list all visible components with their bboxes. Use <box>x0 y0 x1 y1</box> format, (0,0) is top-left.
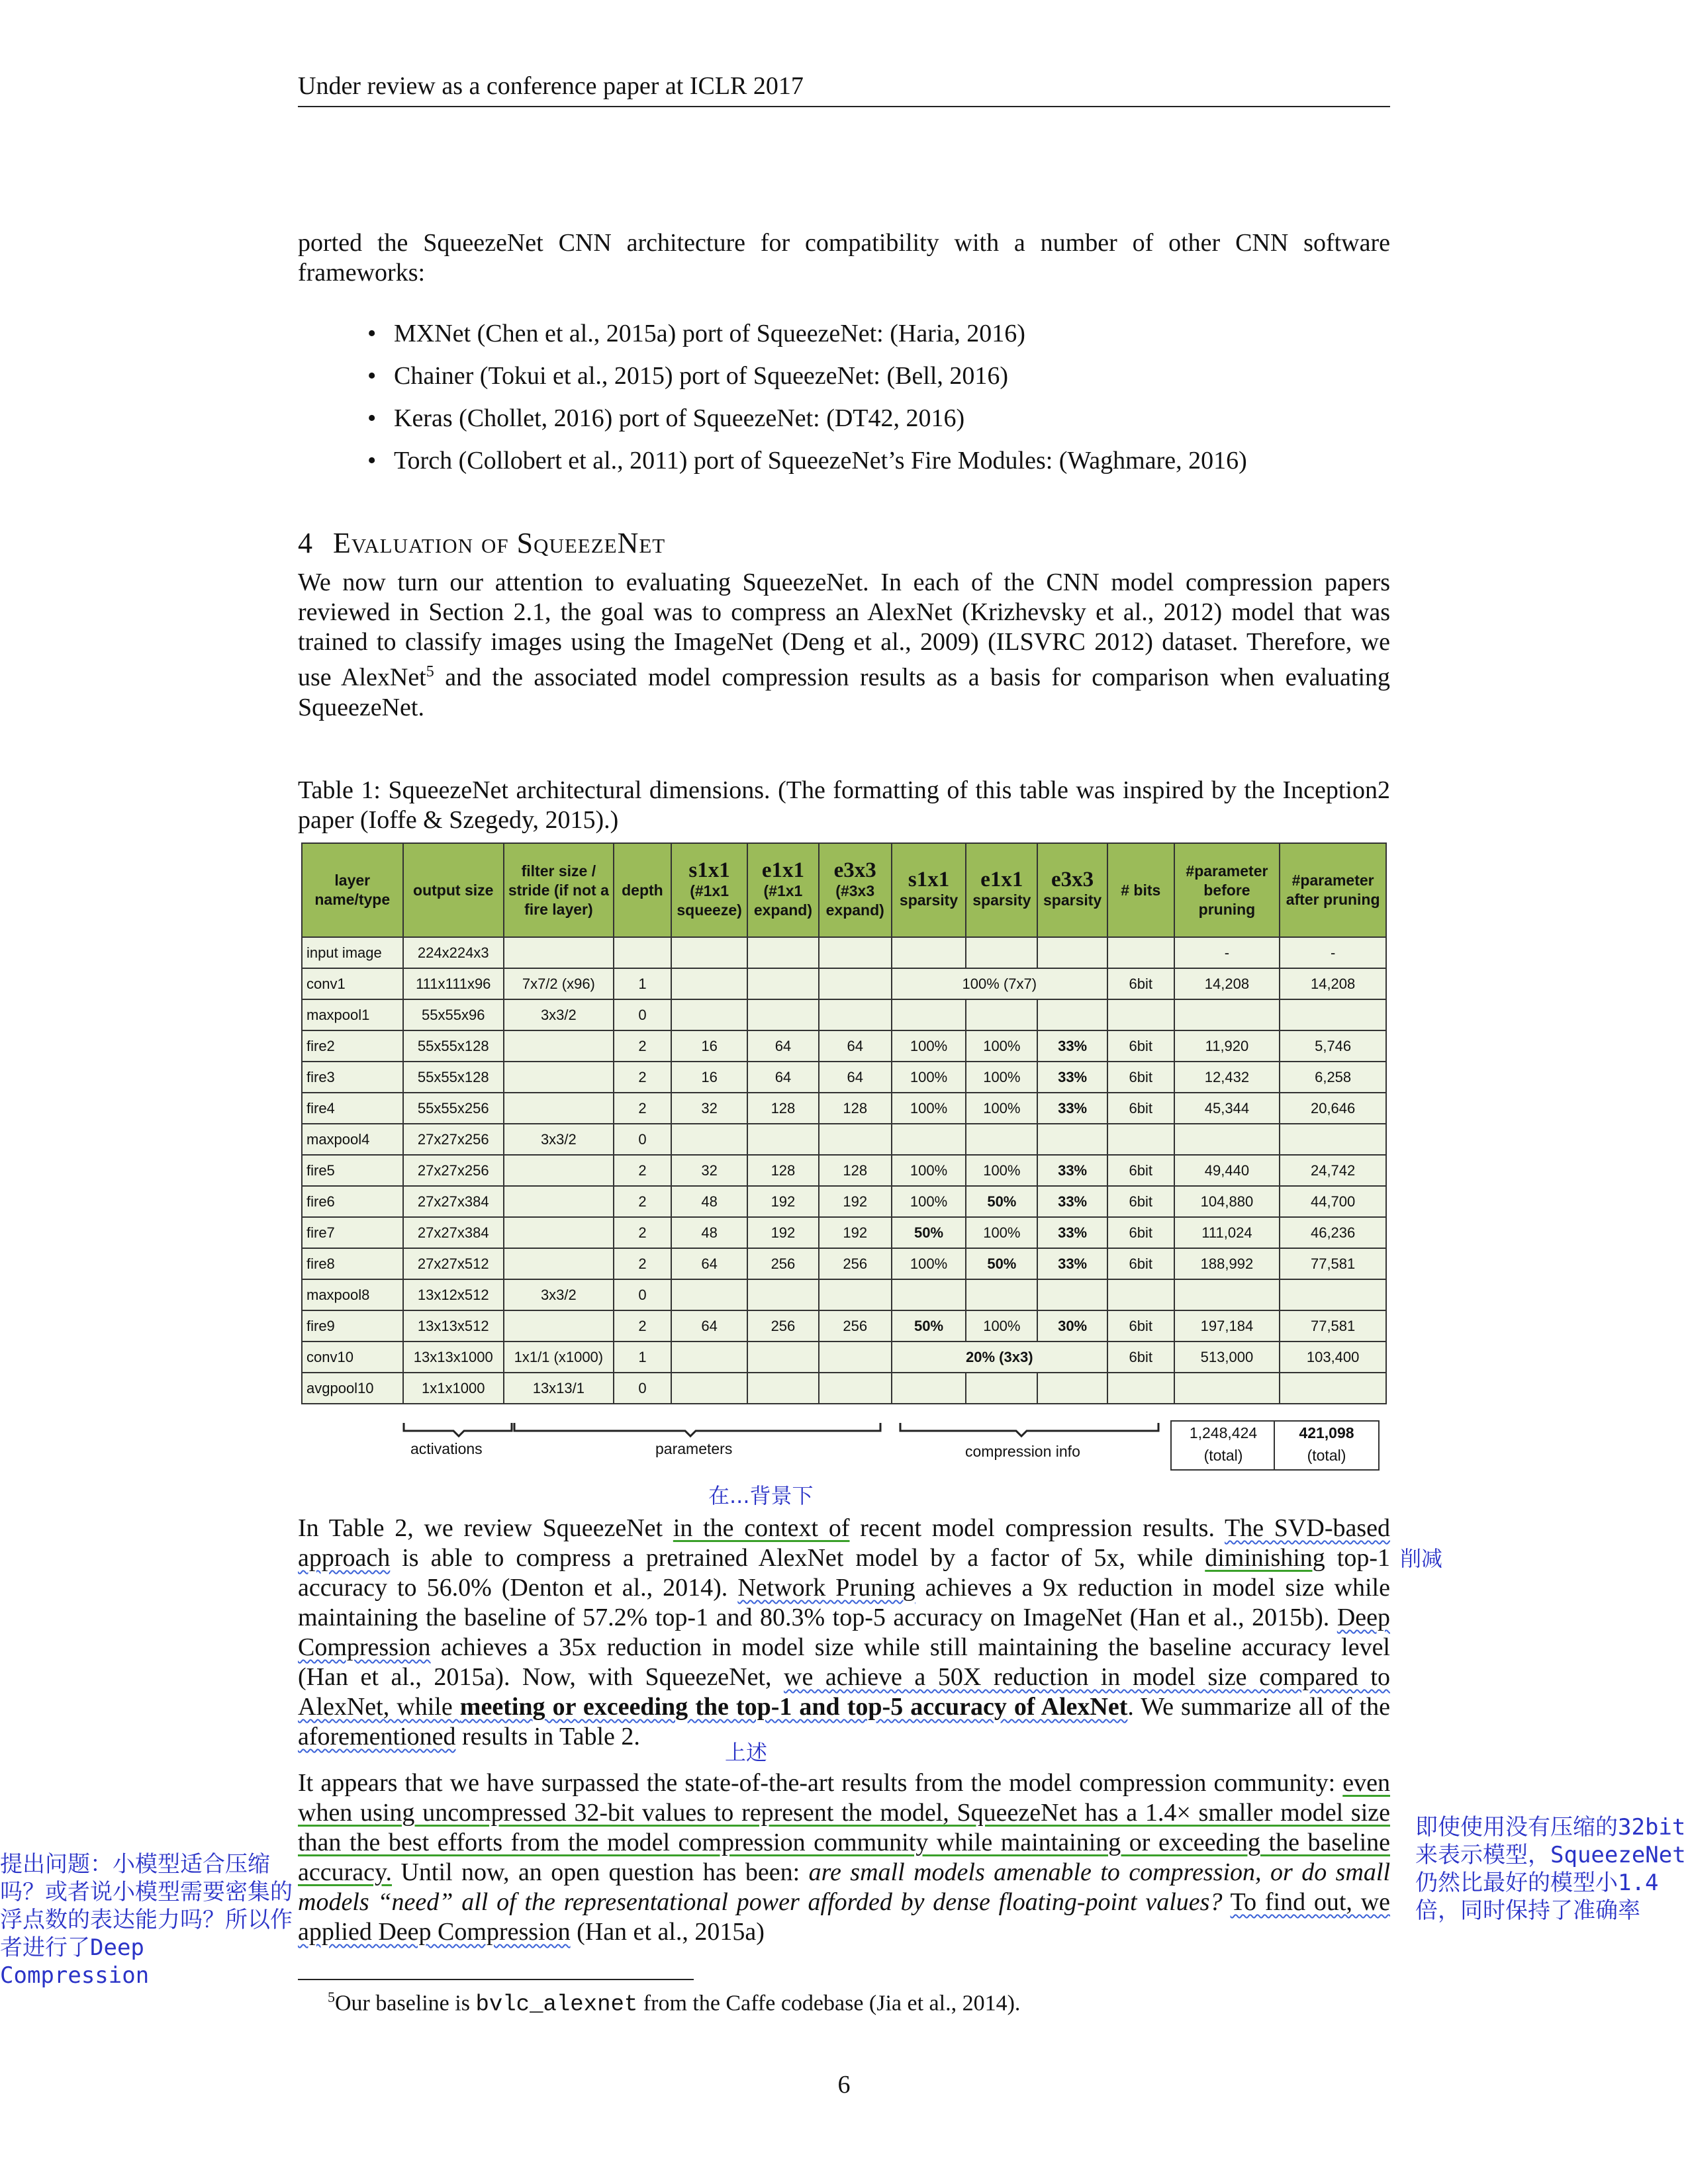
highlight-svd: The SVD-based approach <box>298 1514 1390 1572</box>
list-item: • Chainer (Tokui et al., 2015) port of SqueezeNet: (Bell, 2016) <box>367 355 1390 397</box>
table-cell: 33% <box>1037 1155 1107 1186</box>
table-cell: 55x55x128 <box>403 1030 504 1062</box>
col-s1x1: s1x1 (#1x1 squeeze) <box>671 843 747 937</box>
table-cell <box>747 1279 819 1310</box>
table-row <box>302 1342 1386 1373</box>
table-cell <box>819 968 892 999</box>
col-e3x3-sparsity: e3x3 sparsity <box>1037 843 1107 937</box>
table-cell <box>1280 1124 1386 1155</box>
annotation-reduce: 削减 <box>1400 1546 1443 1571</box>
table-cell: conv10 <box>302 1342 403 1373</box>
table-cell: 2 <box>614 1155 671 1186</box>
table-cell <box>819 937 892 968</box>
table-cell <box>1174 999 1280 1030</box>
table-cell: 55x55x96 <box>403 999 504 1030</box>
table-cell: 2 <box>614 1186 671 1217</box>
table-cell: 6bit <box>1107 1093 1174 1124</box>
col-e1x1-sparsity: e1x1 sparsity <box>966 843 1037 937</box>
compression-info-label: compression info <box>965 1443 1080 1460</box>
table-cell: 197,184 <box>1174 1310 1280 1342</box>
table-cell: 104,880 <box>1174 1186 1280 1217</box>
col-output: output size <box>403 843 504 937</box>
table-cell <box>966 999 1037 1030</box>
activations-label: activations <box>410 1440 483 1457</box>
table-cell: 16 <box>671 1062 747 1093</box>
table-cell: 100% <box>892 1062 966 1093</box>
table-cell <box>1174 1124 1280 1155</box>
table-cell: 12,432 <box>1174 1062 1280 1093</box>
col-e3x3: e3x3 (#3x3 expand) <box>819 843 892 937</box>
table-cell <box>671 1373 747 1404</box>
table-cell <box>819 999 892 1030</box>
annotation-right-note: 即使使用没有压缩的32bit来表示模型，SqueezeNet仍然比最好的模型小1.4倍，同时保持了准确率 <box>1415 1814 1686 1924</box>
table-cell <box>892 937 966 968</box>
highlight-find-out: To find out, we applied Deep Compression <box>298 1888 1390 1946</box>
table-cell: avgpool10 <box>302 1373 403 1404</box>
col-s1x1-sparsity: s1x1 sparsity <box>892 843 966 937</box>
table-row <box>302 1155 1386 1186</box>
table-cell <box>892 1373 966 1404</box>
list-item: • Keras (Chollet, 2016) port of SqueezeNet: (DT42, 2016) <box>367 397 1390 439</box>
table-cell: 224x224x3 <box>403 937 504 968</box>
list-item: • Torch (Collobert et al., 2011) port of SqueezeNet’s Fire Modules: (Waghmare, 2016) <box>367 439 1390 482</box>
table-cell: 6bit <box>1107 1186 1174 1217</box>
paragraph-text: and the associated model compression results as a basis for comparison when evaluating SqueezeNet. <box>298 663 1390 721</box>
annotation-left-note: 提出问题：小模型适合压缩吗？或者说小模型需要密集的浮点数的表达能力吗？所以作者进行了Deep Compression <box>0 1851 293 1989</box>
table-cell: 13x13/1 <box>504 1373 614 1404</box>
highlight-context: in the context of <box>673 1514 850 1542</box>
table-cell <box>892 1124 966 1155</box>
table-cell: 33% <box>1037 1030 1107 1062</box>
table-cell <box>1037 1373 1107 1404</box>
table-cell: 100% <box>966 1030 1037 1062</box>
table-cell <box>671 999 747 1030</box>
highlight-network-pruning: Network Pruning <box>737 1574 915 1602</box>
col-filter: filter size / stride (if not a fire layer) <box>504 843 614 937</box>
table-cell: 44,700 <box>1280 1186 1386 1217</box>
table-cell <box>1037 937 1107 968</box>
section-heading <box>298 526 665 560</box>
highlight-deep-compression: Deep Compression <box>298 1604 1390 1661</box>
table-cell: 3x3/2 <box>504 1124 614 1155</box>
highlight-1-4x: even when using uncompressed 32-bit values to represent the model, SqueezeNet has a 1.4× smaller model size than the best efforts from the model compression community while maintaining or exceeding the baseline accuracy. <box>298 1769 1390 1886</box>
table-cell <box>671 1279 747 1310</box>
table-cell: 20% (3x3) <box>892 1342 1107 1373</box>
table-cell: 50% <box>966 1186 1037 1217</box>
table-cell: 2 <box>614 1030 671 1062</box>
table-row <box>302 1124 1386 1155</box>
table-cell: 64 <box>671 1310 747 1342</box>
table-cell: 30% <box>1037 1310 1107 1342</box>
table-cell <box>671 937 747 968</box>
table-cell: 100% <box>966 1310 1037 1342</box>
table-cell: 6bit <box>1107 968 1174 999</box>
parameters-brace <box>514 1423 880 1436</box>
col-after: #parameter after pruning <box>1280 843 1386 937</box>
table-cell: fire5 <box>302 1155 403 1186</box>
table-cell <box>504 1186 614 1217</box>
table-caption: Table 1: SqueezeNet architectural dimensions. (The formatting of this table was inspired by the Inception2 paper (Ioffe & Szegedy, 2015).) <box>298 776 1390 834</box>
comparison-paragraph: In Table 2, we review SqueezeNet in the context of recent model compression results. The SVD-based approach is able to compress a pretrained AlexNet model by a factor of 5x, while diminishing top-1 accuracy to 56.0% (Denton et al., 2014). Network Pruning achieves a 9x reduction in model size while maintaining the baseline of 57.2% top-1 and 80.3% top-5 accuracy on ImageNet (Han et al., 2015b). Deep Compression achieves a 35x reduction in model size while still maintaining the baseline accuracy level (Han et al., 2015a). Now, with SqueezeNet, we achieve a 50X reduction in model size compared to AlexNet, while meeting or exceeding the top-1 and top-5 accuracy of AlexNet. We summarize all of the aforementioned results in Table 2. <box>298 1514 1391 1751</box>
table-cell: 2 <box>614 1248 671 1279</box>
table-cell: 49,440 <box>1174 1155 1280 1186</box>
table-cell: 50% <box>892 1310 966 1342</box>
table-cell: 33% <box>1037 1186 1107 1217</box>
table-cell <box>1107 937 1174 968</box>
col-depth: depth <box>614 843 671 937</box>
table-cell: 77,581 <box>1280 1248 1386 1279</box>
table-cell: 20,646 <box>1280 1093 1386 1124</box>
table-cell <box>747 999 819 1030</box>
table-cell: 100% <box>892 1155 966 1186</box>
table-cell: 100% <box>892 1030 966 1062</box>
table-cell <box>504 1155 614 1186</box>
framework-port-list <box>367 312 1390 482</box>
table-cell: 0 <box>614 1124 671 1155</box>
table-cell: 3x3/2 <box>504 999 614 1030</box>
table-cell: 6bit <box>1107 1248 1174 1279</box>
table-cell: 55x55x256 <box>403 1093 504 1124</box>
table-cell: 2 <box>614 1093 671 1124</box>
table-cell: fire8 <box>302 1248 403 1279</box>
table-cell <box>1174 1373 1280 1404</box>
table-cell <box>966 1279 1037 1310</box>
compression-brace <box>900 1423 1158 1436</box>
parameters-label: parameters <box>655 1440 733 1457</box>
table-cell: fire7 <box>302 1217 403 1248</box>
table-cell: 256 <box>819 1310 892 1342</box>
table-cell <box>614 937 671 968</box>
table-cell: 27x27x512 <box>403 1248 504 1279</box>
table-cell <box>892 1279 966 1310</box>
table-cell: 0 <box>614 1279 671 1310</box>
table-cell: 33% <box>1037 1248 1107 1279</box>
table-cell: 33% <box>1037 1093 1107 1124</box>
table-row <box>302 1279 1386 1310</box>
table-cell: 192 <box>819 1217 892 1248</box>
section-paragraph <box>298 568 1390 723</box>
table-cell: 111x111x96 <box>403 968 504 999</box>
table-cell: 128 <box>819 1155 892 1186</box>
open-question: are small models amenable to compression, or do small models “need” all of the representational power afforded by dense floating-point values? <box>298 1858 1390 1916</box>
table-cell: 3x3/2 <box>504 1279 614 1310</box>
section-number: 4 <box>298 527 313 559</box>
table-cell: 2 <box>614 1062 671 1093</box>
table-cell <box>1107 1373 1174 1404</box>
table-cell <box>747 968 819 999</box>
table-cell: 513,000 <box>1174 1342 1280 1373</box>
table-cell <box>671 968 747 999</box>
table-cell <box>504 1030 614 1062</box>
table-row <box>302 937 1386 968</box>
table-cell <box>747 1373 819 1404</box>
table-row <box>302 1062 1386 1093</box>
table-cell: 192 <box>819 1186 892 1217</box>
table-cell <box>504 1217 614 1248</box>
table-cell: 64 <box>747 1030 819 1062</box>
table-cell: fire4 <box>302 1093 403 1124</box>
table-cell <box>747 937 819 968</box>
table-cell: 0 <box>614 999 671 1030</box>
table-cell: 64 <box>819 1030 892 1062</box>
table-cell: maxpool4 <box>302 1124 403 1155</box>
table-cell: 192 <box>747 1217 819 1248</box>
table-cell <box>819 1373 892 1404</box>
table-cell: 100% <box>892 1248 966 1279</box>
col-bits: # bits <box>1107 843 1174 937</box>
table-row <box>302 1373 1386 1404</box>
footnote: $^5$Our baseline is bvlc_alexnet from the Caffe codebase (Jia et al., 2014). <box>328 1989 1021 2018</box>
table-row <box>302 1030 1386 1062</box>
page-number: 6 <box>837 2071 851 2099</box>
table-cell: fire9 <box>302 1310 403 1342</box>
table-cell: 27x27x384 <box>403 1186 504 1217</box>
table-cell: 64 <box>671 1248 747 1279</box>
table-cell: 77,581 <box>1280 1310 1386 1342</box>
table-cell <box>1037 1124 1107 1155</box>
table-cell <box>819 1342 892 1373</box>
footnote-rule <box>298 1979 694 1980</box>
table-cell: 64 <box>747 1062 819 1093</box>
table-cell: 256 <box>747 1310 819 1342</box>
table-cell: 6bit <box>1107 1217 1174 1248</box>
table-row <box>302 999 1386 1030</box>
table-cell: 103,400 <box>1280 1342 1386 1373</box>
section-title: Evaluation of SqueezeNet <box>333 527 666 559</box>
footnote-mark: 5 <box>426 663 434 680</box>
table-cell: - <box>1280 937 1386 968</box>
table-cell <box>966 1373 1037 1404</box>
intro-paragraph: ported the SqueezeNet CNN architecture for compatibility with a number of other CNN software frameworks: <box>298 229 1390 287</box>
table-cell: 48 <box>671 1217 747 1248</box>
table-cell: 48 <box>671 1186 747 1217</box>
table-cell <box>1280 999 1386 1030</box>
table-cell: 192 <box>747 1186 819 1217</box>
table-cell: 50% <box>966 1248 1037 1279</box>
table-cell <box>966 1124 1037 1155</box>
table-cell: 27x27x256 <box>403 1124 504 1155</box>
table-cell: 6,258 <box>1280 1062 1386 1093</box>
table-cell <box>1174 1279 1280 1310</box>
table-cell: 13x12x512 <box>403 1279 504 1310</box>
highlight-accuracy: meeting or exceeding the top-1 and top-5 accuracy of AlexNet <box>459 1693 1128 1721</box>
table-cell <box>1037 1279 1107 1310</box>
table-cell: 6bit <box>1107 1342 1174 1373</box>
table-cell: 100% (7x7) <box>892 968 1107 999</box>
table-cell: 100% <box>892 1093 966 1124</box>
table-cell: 27x27x384 <box>403 1217 504 1248</box>
table-cell: 2 <box>614 1310 671 1342</box>
table-cell: 6bit <box>1107 1155 1174 1186</box>
table-cell <box>747 1342 819 1373</box>
table-cell: 0 <box>614 1373 671 1404</box>
highlight-50x: we achieve a 50X reduction in model size compared to AlexNet, while <box>298 1663 1390 1721</box>
table-cell <box>1107 999 1174 1030</box>
table-cell: 100% <box>966 1093 1037 1124</box>
table-cell: 128 <box>747 1093 819 1124</box>
table-cell: 14,208 <box>1280 968 1386 999</box>
col-before: #parameter before pruning <box>1174 843 1280 937</box>
list-item: • MXNet (Chen et al., 2015a) port of SqueezeNet: (Haria, 2016) <box>367 312 1390 355</box>
table-row <box>302 1186 1386 1217</box>
total-after: 421,098 (total) <box>1274 1420 1380 1471</box>
table-cell: 24,742 <box>1280 1155 1386 1186</box>
table-cell: 5,746 <box>1280 1030 1386 1062</box>
architecture-table <box>301 842 1387 1404</box>
table-cell <box>1280 1279 1386 1310</box>
table-cell <box>504 937 614 968</box>
table-cell: 128 <box>747 1155 819 1186</box>
table-cell <box>1037 999 1107 1030</box>
table-cell <box>671 1342 747 1373</box>
table-cell <box>966 937 1037 968</box>
table-cell: 14,208 <box>1174 968 1280 999</box>
table-cell: 256 <box>819 1248 892 1279</box>
table-cell: 27x27x256 <box>403 1155 504 1186</box>
col-layer: layer name/type <box>302 843 403 937</box>
table-cell: 32 <box>671 1155 747 1186</box>
running-header: Under review as a conference paper at ICLR 2017 <box>298 71 1390 107</box>
table-cell: 13x13x512 <box>403 1310 504 1342</box>
table-cell: 46,236 <box>1280 1217 1386 1248</box>
table-row <box>302 1093 1386 1124</box>
table-cell: 6bit <box>1107 1310 1174 1342</box>
table-cell: 188,992 <box>1174 1248 1280 1279</box>
table-cell <box>892 999 966 1030</box>
table-cell <box>504 1310 614 1342</box>
table-cell: 6bit <box>1107 1030 1174 1062</box>
table-cell <box>1107 1124 1174 1155</box>
highlight-aforementioned: aforementioned <box>298 1723 456 1751</box>
table-cell <box>1280 1373 1386 1404</box>
table-cell: maxpool1 <box>302 999 403 1030</box>
table-cell <box>747 1124 819 1155</box>
table-cell: 128 <box>819 1093 892 1124</box>
table-cell: 1x1x1000 <box>403 1373 504 1404</box>
table-cell: 7x7/2 (x96) <box>504 968 614 999</box>
table-cell: 100% <box>892 1186 966 1217</box>
table-cell <box>1107 1279 1174 1310</box>
table-row <box>302 1217 1386 1248</box>
table-cell: 32 <box>671 1093 747 1124</box>
table-cell <box>819 1279 892 1310</box>
table-cell: 1 <box>614 1342 671 1373</box>
table-row <box>302 1248 1386 1279</box>
table-cell: conv1 <box>302 968 403 999</box>
table-cell: input image <box>302 937 403 968</box>
table-cell <box>504 1093 614 1124</box>
table-cell: fire3 <box>302 1062 403 1093</box>
table-cell: 100% <box>966 1062 1037 1093</box>
table-header-row <box>302 843 1386 937</box>
table-cell: 33% <box>1037 1062 1107 1093</box>
conclusion-paragraph: It appears that we have surpassed the state-of-the-art results from the model compression community: even when using uncompressed 32-bit values to represent the model, SqueezeNet has a 1.4× smaller model size than the best efforts from the model compression community while maintaining or exceeding the baseline accuracy. Until now, an open question has been: are small models amenable to compression, or do small models “need” all of the representational power afforded by dense floating-point values? To find out, we applied Deep Compression (Han et al., 2015a) <box>298 1769 1390 1946</box>
table-row <box>302 968 1386 999</box>
table-cell <box>819 1124 892 1155</box>
table-cell: 1x1/1 (x1000) <box>504 1342 614 1373</box>
table-cell <box>671 1124 747 1155</box>
table-cell <box>504 1248 614 1279</box>
table-cell: 2 <box>614 1217 671 1248</box>
total-before: 1,248,424 (total) <box>1170 1420 1276 1471</box>
table-cell: fire2 <box>302 1030 403 1062</box>
table-row <box>302 1310 1386 1342</box>
table-cell: 6bit <box>1107 1062 1174 1093</box>
table-cell: 111,024 <box>1174 1217 1280 1248</box>
table-cell: fire6 <box>302 1186 403 1217</box>
table-cell: 13x13x1000 <box>403 1342 504 1373</box>
table-cell <box>504 1062 614 1093</box>
annotation-aforementioned: 上述 <box>725 1740 768 1765</box>
col-e1x1: e1x1 (#1x1 expand) <box>747 843 819 937</box>
annotation-context: 在...背景下 <box>708 1483 814 1508</box>
table-cell: 45,344 <box>1174 1093 1280 1124</box>
table-cell: 55x55x128 <box>403 1062 504 1093</box>
table-cell: 11,920 <box>1174 1030 1280 1062</box>
table-cell: 50% <box>892 1217 966 1248</box>
table-cell: - <box>1174 937 1280 968</box>
table-cell: 100% <box>966 1155 1037 1186</box>
table-cell: 64 <box>819 1062 892 1093</box>
table-cell: 1 <box>614 968 671 999</box>
table-cell: 33% <box>1037 1217 1107 1248</box>
table-cell: 100% <box>966 1217 1037 1248</box>
activations-brace <box>404 1423 512 1436</box>
table-cell: 256 <box>747 1248 819 1279</box>
table-cell: 16 <box>671 1030 747 1062</box>
table-cell: maxpool8 <box>302 1279 403 1310</box>
paragraph-text: We now turn our attention to evaluating SqueezeNet. In each of the CNN model compression papers reviewed in Section 2.1, the goal was to compress an AlexNet (Krizhevsky et al., 2012) model that was trained to classify images using the ImageNet (Deng et al., 2009) (ILSVRC 2012) dataset. Therefore, we use AlexNet <box>298 569 1390 692</box>
highlight-diminishing: diminishing <box>1205 1544 1325 1572</box>
